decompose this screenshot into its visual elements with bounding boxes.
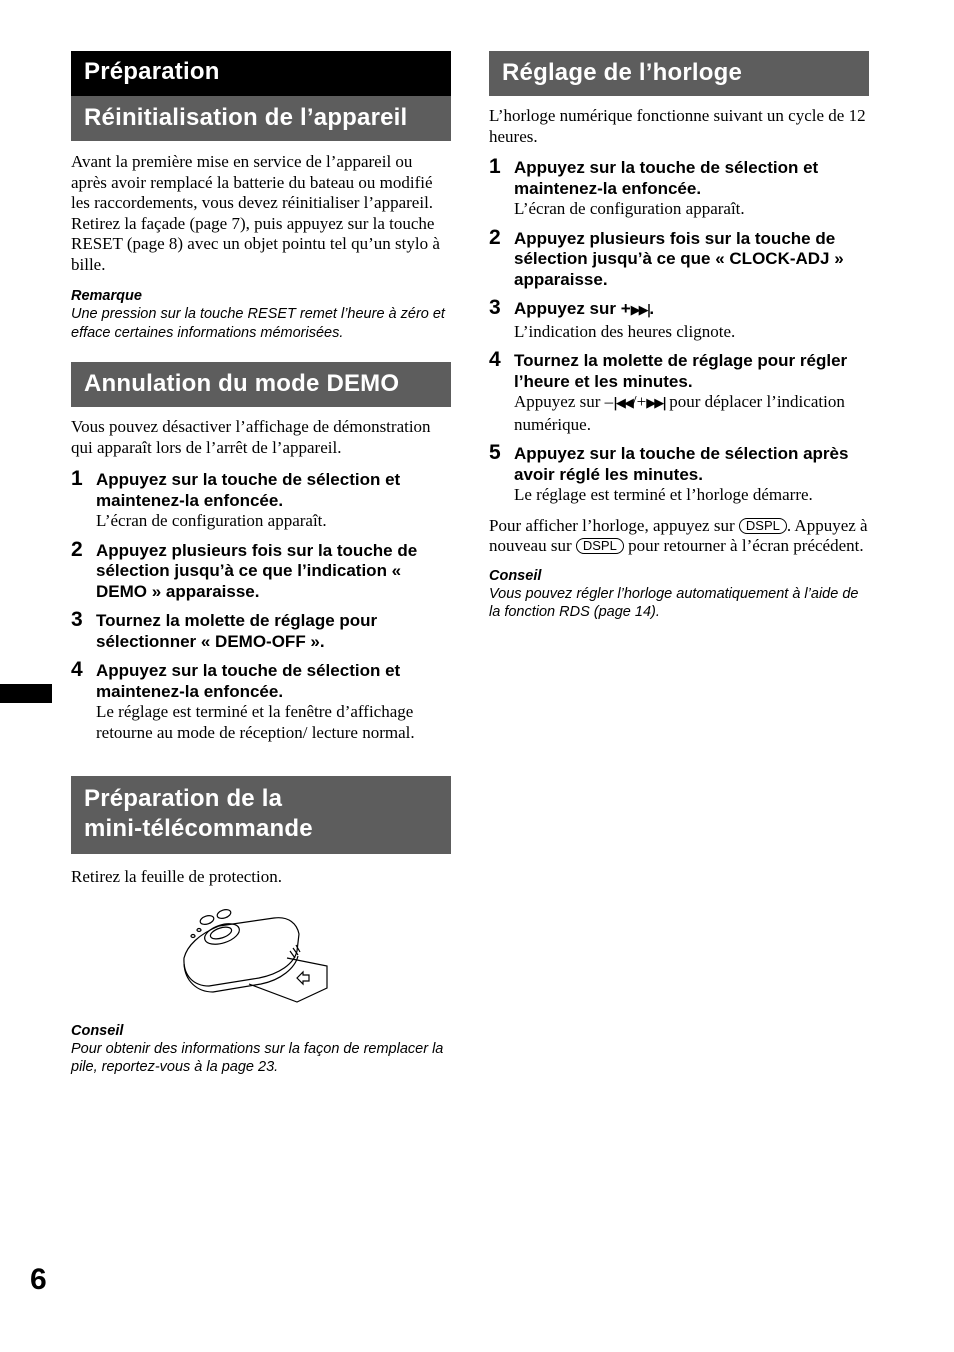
reset-body-2: Retirez la façade (page 7), puis appuyez sur la touche RESET (page 8) avec un objet pointu tel qu’un stylo à bille.	[71, 213, 440, 274]
clock-step-1	[489, 155, 869, 220]
conseil-text-right: Vous pouvez régler l’horloge automatiquement à l’aide de la fonction RDS (page 14).	[489, 585, 859, 620]
step-title: Appuyez sur la touche de sélection et maintenez-la enfoncée.	[96, 661, 401, 701]
step-desc: Appuyez sur –|◀◀/+▶▶| pour déplacer l’indication numérique.	[514, 392, 845, 434]
step-title: Tournez la molette de réglage pour régler l’heure et les minutes.	[514, 351, 848, 391]
left-column	[71, 51, 451, 1077]
display-text-b: . Appuyez à nouveau sur	[489, 515, 868, 555]
step-number: 2	[489, 225, 501, 249]
remarque-text: Une pression sur la touche RESET remet l’heure à zéro et efface certaines informations mémorisées.	[71, 306, 445, 341]
remote-header-line1: Préparation de la	[84, 785, 283, 812]
step-number: 4	[71, 658, 83, 681]
step-number: 1	[71, 467, 83, 490]
step-number: 3	[489, 296, 501, 319]
clock-intro: L’horloge numérique fonctionne suivant un cycle de 12 heures.	[489, 106, 866, 146]
right-column	[489, 51, 869, 622]
remote-control-illustration	[179, 906, 329, 1006]
display-text-c: pour retourner à l’écran précédent.	[623, 536, 864, 555]
display-text-a: Pour afficher l’horloge, appuyez sur	[489, 515, 739, 535]
conseil-text-left: Pour obtenir des informations sur la façon de remplacer la pile, reportez-vous à la page 23.	[71, 1040, 444, 1075]
next-track-icon: ▶▶|	[646, 396, 665, 411]
step-number: 4	[489, 348, 501, 371]
previous-track-icon: |◀◀	[613, 396, 632, 411]
step-title: Appuyez sur la touche de sélection et maintenez-la enfoncée.	[96, 470, 401, 510]
conseil-title-left: Conseil	[71, 1022, 124, 1039]
section-header-remote	[71, 776, 451, 854]
conseil-title-right: Conseil	[489, 567, 542, 584]
remote-body: Retirez la feuille de protection.	[71, 867, 282, 886]
clock-step-4	[489, 348, 869, 435]
demo-step	[71, 608, 451, 652]
clock-step-3	[489, 296, 869, 342]
dspl-button-label: DSPL	[576, 538, 624, 554]
step-title: Tournez la molette de réglage pour sélectionner « DEMO-OFF ».	[96, 611, 378, 651]
clock-step-2	[489, 225, 869, 291]
chapter-thumb-tab	[0, 684, 52, 703]
demo-intro: Vous pouvez désactiver l’affichage de démonstration qui apparaît lors de l’arrêt de l’appareil.	[71, 417, 431, 457]
step-title: Appuyez sur la touche de sélection et maintenez-la enfoncée.	[514, 158, 819, 198]
reset-body: Avant la première mise en service de l’appareil ou après avoir remplacé la batterie du bateau ou modifié les raccordements, vous devez réinitialiser l’appareil.	[71, 152, 434, 212]
step-desc: Le réglage est terminé et la fenêtre d’affichage retourne au mode de réception/ lecture normal.	[96, 702, 415, 742]
step-title: Appuyez plusieurs fois sur la touche de sélection jusqu’à ce que l’indication « DEMO » apparaisse.	[96, 540, 418, 601]
display-instructions	[489, 516, 869, 557]
step-title: Appuyez sur +▶▶|.	[514, 299, 655, 318]
step-desc: L’indication des heures clignote.	[514, 321, 736, 341]
next-track-icon: ▶▶|	[630, 303, 650, 318]
step4-prefix: Appuyez sur –	[514, 392, 614, 411]
step-desc: Le réglage est terminé et l’horloge démarre.	[514, 485, 813, 504]
step4-suffix: pour déplacer l’indication numérique.	[514, 392, 845, 434]
section-header-demo: Annulation du mode DEMO	[71, 362, 451, 407]
dspl-button-label: DSPL	[739, 518, 787, 534]
page-number: 6	[30, 1263, 47, 1296]
demo-step	[71, 658, 451, 743]
section-header-clock: Réglage de l’horloge	[489, 51, 869, 96]
step-number: 2	[71, 537, 83, 561]
remarque-title: Remarque	[71, 288, 142, 304]
step-title: Appuyez plusieurs fois sur la touche de sélection jusqu’à ce que « CLOCK-ADJ » apparaisse.	[514, 228, 844, 289]
step-desc: L’écran de configuration apparaît.	[96, 511, 327, 530]
step-number: 5	[489, 441, 501, 464]
step-number: 3	[71, 608, 83, 631]
clock-step-5	[489, 441, 869, 506]
demo-step	[71, 537, 451, 603]
section-header-reset: Réinitialisation de l’appareil	[71, 96, 451, 141]
section-header-preparation: Préparation	[71, 51, 451, 96]
step-desc: L’écran de configuration apparaît.	[514, 199, 745, 218]
step-title: Appuyez sur la touche de sélection après avoir réglé les minutes.	[514, 444, 849, 484]
demo-step	[71, 467, 451, 532]
step3-prefix: Appuyez sur +	[514, 299, 631, 318]
step-number: 1	[489, 155, 501, 178]
remote-header-line2: mini-télécommande	[84, 815, 313, 842]
